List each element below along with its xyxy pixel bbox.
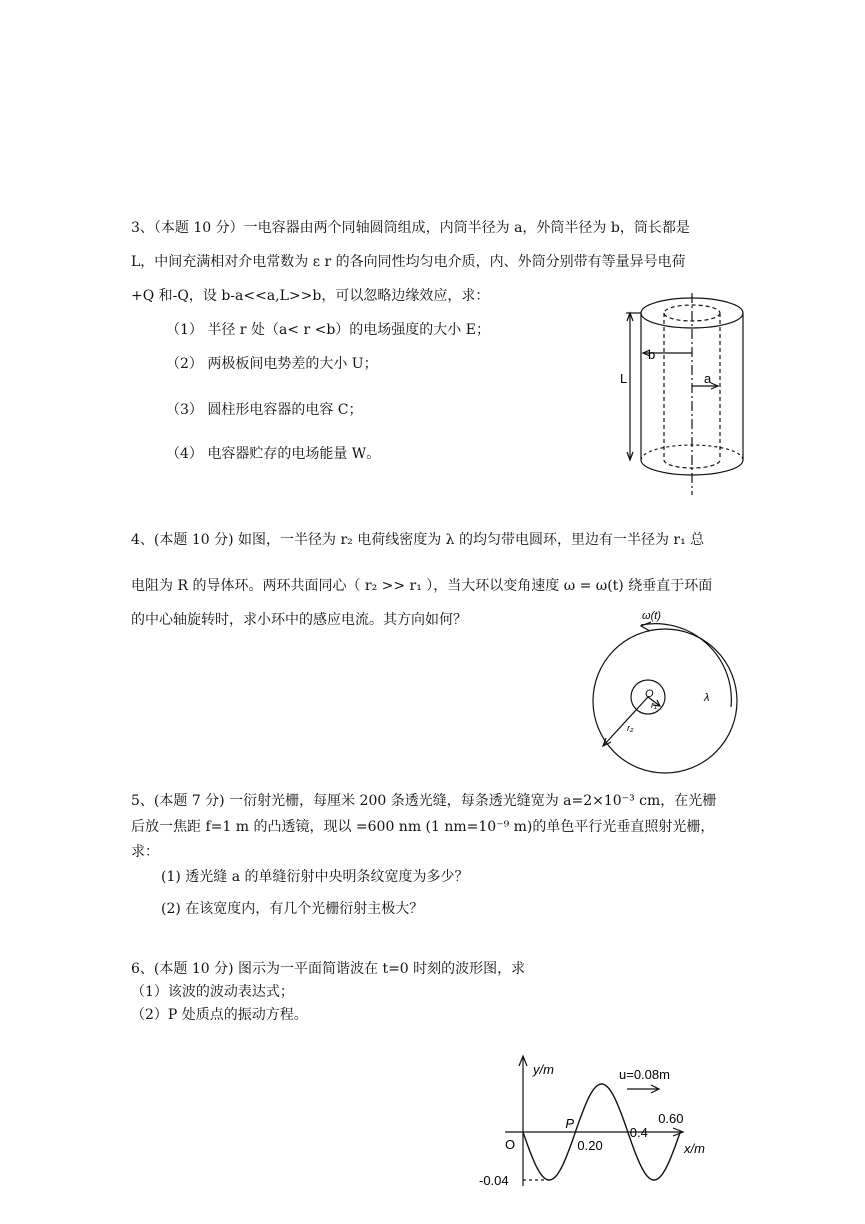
q5-line-3: 求： xyxy=(131,844,159,860)
label-omega: ω(t) xyxy=(642,610,661,622)
label-L: L xyxy=(620,371,628,386)
q6-item-2: （2）P 处质点的振动方程。 xyxy=(131,1007,308,1023)
label-b: b xyxy=(648,347,656,362)
point-P-label: P xyxy=(565,1116,575,1131)
cylinder-capacitor-figure xyxy=(610,285,760,500)
q6-line-1: 6、(本题 10 分) 图示为一平面简谐波在 t=0 时刻的波形图，求 xyxy=(131,961,526,977)
q4-line-1: 4、(本题 10 分) 如图，一半径为 r₂ 电荷线密度为 λ 的均匀带电圆环，里边有一半径为 r₁ 总 xyxy=(131,532,705,548)
rotating-ring-figure xyxy=(585,605,750,775)
x-axis-label: x/m xyxy=(684,1141,705,1156)
q3-item-3: （3） 圆柱形电容器的电容 C； xyxy=(166,402,363,418)
y-tick-label-min: -0.04 xyxy=(479,1173,509,1188)
r2-arrow xyxy=(603,697,648,746)
q5-item-2: (2) 在该宽度内，有几个光栅衍射主极大？ xyxy=(161,901,424,917)
q3-line-2: L，中间充满相对介电常数为 ε r 的各向同性均匀电介质，内、外筒分别带有等量异号电荷 xyxy=(131,254,686,270)
label-r2: r₂ xyxy=(627,723,634,733)
q4-line-3: 的中心轴旋转时，求小环中的感应电流。其方向如何？ xyxy=(131,612,467,628)
wave-chart xyxy=(475,1050,725,1190)
q5-item-1: (1) 透光缝 a 的单缝衍射中央明条纹宽度为多少？ xyxy=(161,869,469,885)
label-center-O: O xyxy=(645,688,654,700)
q5-line-2: 后放一焦距 f=1 m 的凸透镜，现以 =600 nm (1 nm=10⁻⁹ m)的单色平行光垂直照射光栅， xyxy=(131,819,715,835)
speed-label: u=0.08m xyxy=(619,1067,670,1082)
x-tick-label-0.60: 0.60 xyxy=(658,1111,684,1126)
rotation-arc xyxy=(641,624,731,707)
x-tick-label-0.20: 0.20 xyxy=(577,1138,603,1153)
q3-item-4: （4） 电容器贮存的电场能量 W。 xyxy=(166,446,381,462)
q3-item-2: （2） 两极板间电势差的大小 U； xyxy=(166,356,378,372)
q4-line-2: 电阻为 R 的导体环。两环共面同心（ r₂ >> r₁ ），当大环以变角速度 ω = ω(t) 绕垂直于环面 xyxy=(131,578,713,594)
q3-item-1: （1） 半径 r 处（a< r <b）的电场强度的大小 E； xyxy=(166,322,490,338)
label-r1: r₁ xyxy=(651,700,657,710)
q3-line-1: 3、（本题 10 分）一电容器由两个同轴圆筒组成，内筒半径为 a，外筒半径为 b，筒长都是 xyxy=(131,220,690,236)
label-lambda: λ xyxy=(704,692,710,704)
x-tick-label-0.4: 0.4 xyxy=(629,1125,648,1140)
q5-line-1: 5、(本题 7 分) 一衍射光栅，每厘米 200 条透光缝，每条透光缝宽为 a=2×10⁻³ cm，在光栅 xyxy=(131,793,717,809)
label-a: a xyxy=(704,371,712,386)
q3-line-3: +Q 和-Q，设 b-a<<a,L>>b，可以忽略边缘效应，求： xyxy=(131,288,490,304)
origin-label: O xyxy=(505,1137,516,1152)
y-axis-label: y/m xyxy=(533,1062,554,1077)
q6-item-1: （1）该波的波动表达式； xyxy=(131,984,294,1000)
